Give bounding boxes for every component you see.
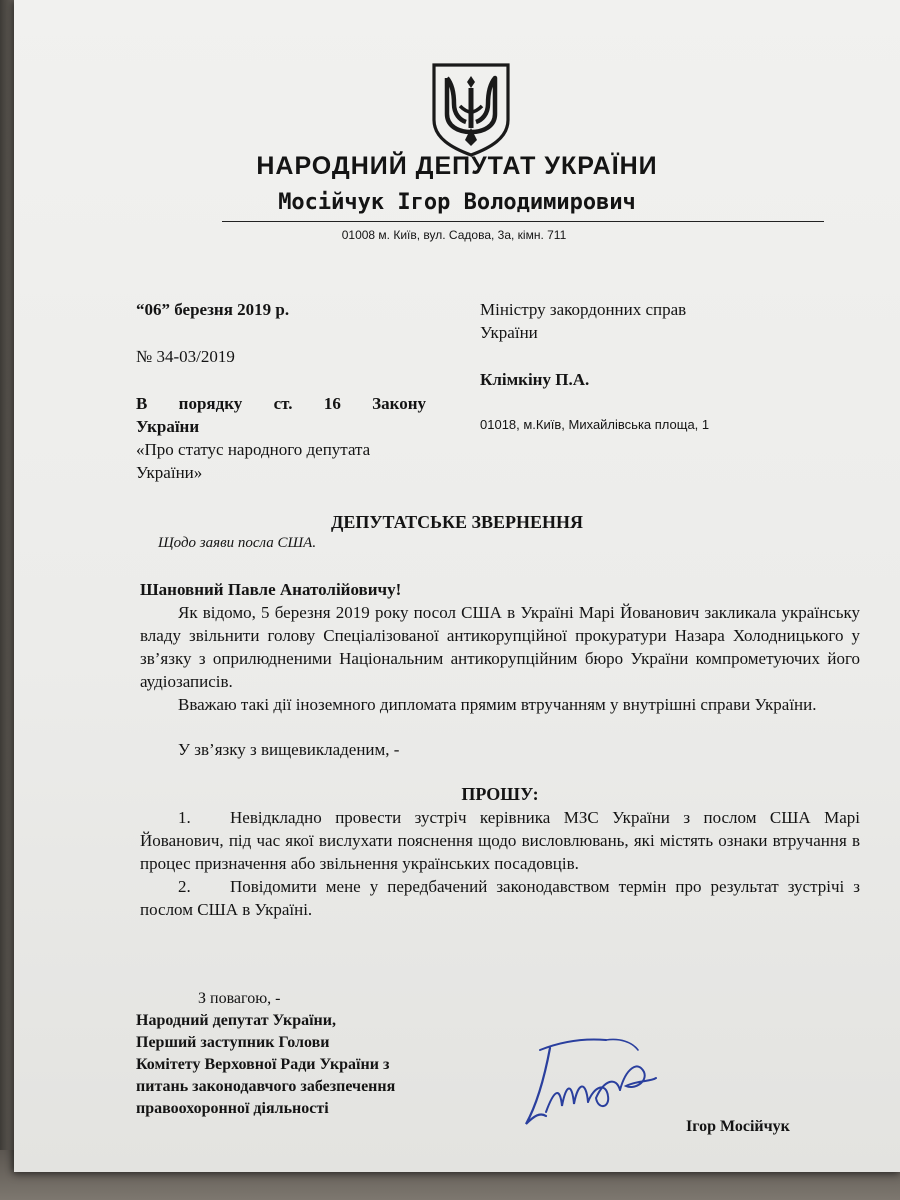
letter-date: “06” березня 2019 р. bbox=[136, 300, 290, 319]
position-line-4: питань законодавчого забезпечення bbox=[136, 1078, 396, 1095]
header-title: НАРОДНИЙ ДЕПУТАТ УКРАЇНИ bbox=[256, 152, 658, 180]
request-item-number: 2. bbox=[178, 877, 191, 896]
recipient-block bbox=[480, 298, 860, 436]
request-item-number: 1. bbox=[178, 808, 191, 827]
trident-coat-of-arms-icon bbox=[430, 62, 512, 158]
header-address: 01008 м. Київ, вул. Садова, 3а, кімн. 711 bbox=[341, 228, 567, 242]
law-reference-line-2: України bbox=[136, 417, 200, 436]
letter-body bbox=[140, 578, 860, 921]
recipient-line-1: Міністру закордонних справ bbox=[480, 300, 687, 319]
request-item bbox=[140, 875, 860, 921]
request-item-text: Невідкладно провести зустріч керівника МЗС України з послом США Марі Йованович, під час якої вислухати пояснення щодо висловлювань, які містять ознаки втручання в процес призначення або звільнення українських посадовців. bbox=[140, 808, 860, 873]
document-title: ДЕПУТАТСЬКЕ ЗВЕРНЕННЯ bbox=[330, 512, 584, 532]
law-reference-line-4: України» bbox=[136, 463, 203, 482]
recipient-address: 01018, м.Київ, Михайлівська площа, 1 bbox=[480, 417, 710, 432]
handwritten-signature bbox=[510, 1020, 670, 1140]
document-subject: Щодо заяви посла США. bbox=[158, 535, 317, 551]
letter-meta bbox=[136, 298, 426, 484]
law-reference-line-1: В порядку ст. 16 Закону bbox=[136, 394, 426, 413]
position-line-3: Комітету Верховної Ради України з bbox=[136, 1056, 390, 1073]
request-item-text: Повідомити мене у передбачений законодавством термін про результат зустрічі з послом США в Україні. bbox=[140, 877, 860, 919]
body-paragraph-3: У зв’язку з вищевикладеним, - bbox=[178, 740, 400, 759]
position-line-2: Перший заступник Голови bbox=[136, 1034, 330, 1051]
closing-regards: З повагою, - bbox=[198, 990, 281, 1007]
law-reference-line-3: «Про статус народного депутата bbox=[136, 440, 371, 459]
header-divider bbox=[222, 221, 824, 222]
recipient-name: Клімкіну П.А. bbox=[480, 370, 590, 389]
signature-block bbox=[136, 988, 466, 1120]
letter-number: № 34-03/2019 bbox=[136, 347, 235, 366]
position-line-5: правоохоронної діяльності bbox=[136, 1100, 329, 1117]
signer-name: Ігор Мосійчук bbox=[686, 1118, 790, 1135]
recipient-line-2: України bbox=[480, 323, 538, 342]
request-item bbox=[140, 806, 860, 875]
header-deputy-name: Мосійчук Ігор Володимирович bbox=[278, 190, 636, 215]
law-reference bbox=[136, 392, 426, 484]
salutation: Шановний Павле Анатолійовичу! bbox=[140, 580, 402, 599]
body-paragraph-2: Вважаю такі дії іноземного дипломата прямим втручанням у внутрішні справи України. bbox=[178, 695, 817, 714]
body-paragraph-1: Як відомо, 5 березня 2019 року посол США в Україні Марі Йованович закликала українську владу звільнити голову Спеціалізованої антикорупційної прокуратури Назара Холодницького у зв’язку з оприлюдненими Національним антикорупційним бюро України компрометуючих його аудіозаписів. bbox=[140, 603, 860, 691]
desk-edge-left bbox=[0, 0, 14, 1200]
letter-sheet bbox=[14, 0, 900, 1172]
request-heading: ПРОШУ: bbox=[461, 784, 539, 804]
position-line-1: Народний депутат України, bbox=[136, 1012, 336, 1029]
